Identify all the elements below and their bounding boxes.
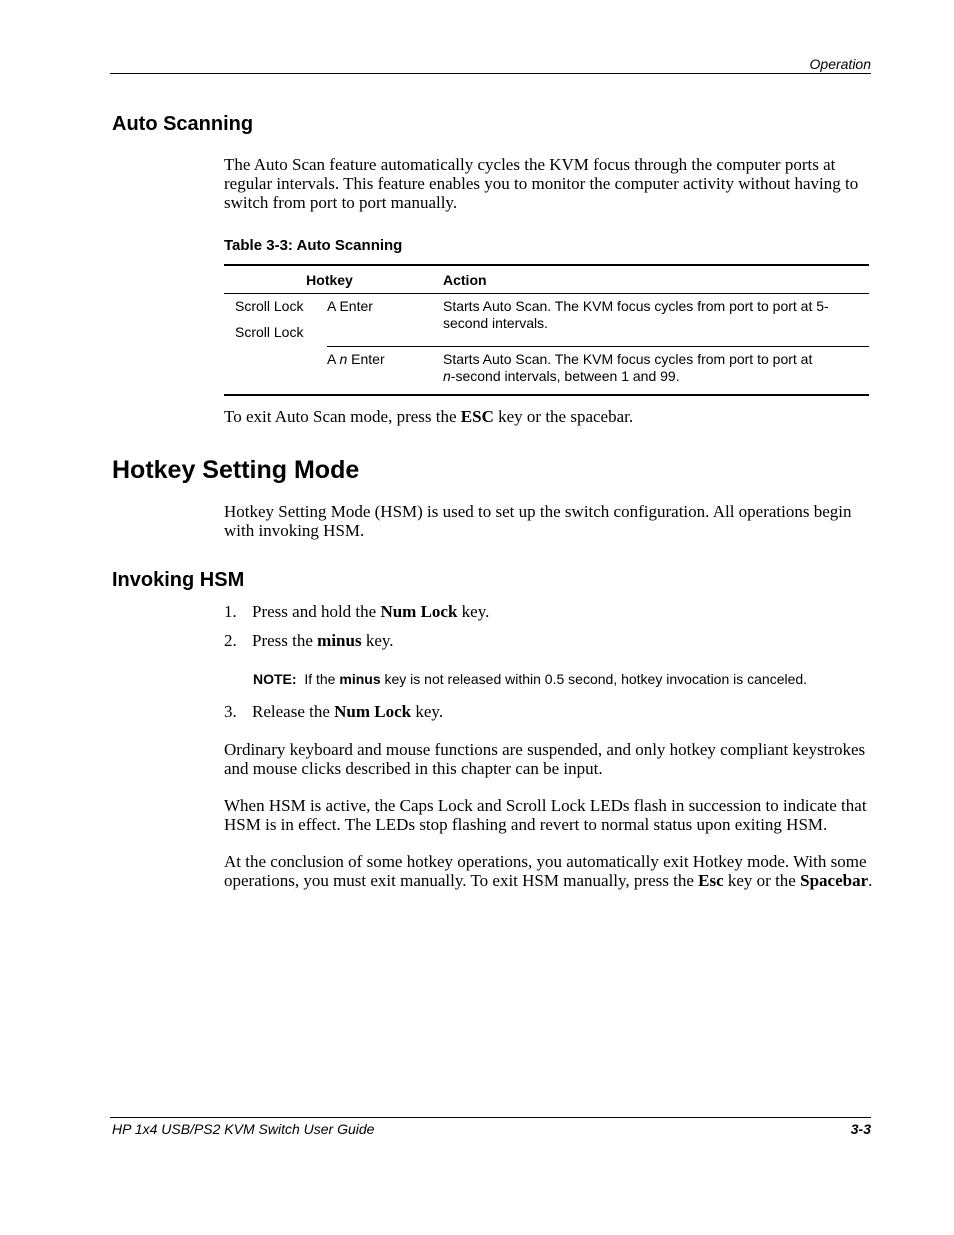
text-run: Press and hold the: [252, 602, 381, 621]
text-run: .: [868, 871, 873, 890]
paragraph-led-flash: When HSM is active, the Caps Lock and Scroll Lock LEDs flash in succession to indicate that HSM is in effect. The LEDs stop flashing and revert to normal status upon exiting HSM.: [224, 796, 867, 834]
col-header-hotkey: Hotkey: [306, 271, 353, 288]
hotkey-combo: A Enter: [327, 298, 373, 314]
text-run: key.: [411, 702, 444, 721]
key-name: Scroll Lock: [235, 298, 304, 314]
text-run: At the conclusion of some hotkey operations, you automatically exit Hotkey mode. With some operations, you must exit manually. To exit HSM manually, press the: [224, 852, 867, 890]
text-run: key.: [457, 602, 490, 621]
footer-title: HP 1x4 USB/PS2 KVM Switch User Guide: [112, 1121, 375, 1137]
heading-hotkey-setting-mode: Hotkey Setting Mode: [112, 456, 360, 484]
table-row: [224, 294, 869, 347]
text-run: key or the: [723, 871, 801, 890]
footer-rule: [110, 1117, 871, 1118]
step-number: 2.: [224, 631, 237, 650]
page-number: 3-3: [850, 1121, 871, 1137]
text-run: key or the spacebar.: [493, 407, 634, 426]
hsm-intro: Hotkey Setting Mode (HSM) is used to set up the switch configuration. All operations begin with invoking HSM.: [224, 502, 852, 540]
exit-auto-scan-text: [224, 407, 874, 426]
step-3: [224, 702, 443, 722]
action-variable: n: [443, 368, 451, 384]
running-header: Operation: [809, 56, 871, 72]
key-esc: ESC: [460, 407, 494, 426]
step-number: 3.: [224, 702, 237, 721]
col-header-action: Action: [443, 271, 487, 288]
auto-scan-intro: The Auto Scan feature automatically cycles the KVM focus through the computer ports at regular intervals. This feature enables you to monitor the computer activity without having to switch from port to port manually.: [224, 155, 859, 212]
action-description: Starts Auto Scan. The KVM focus cycles from port to port at 5-second intervals.: [443, 298, 829, 331]
combo-prefix: A: [327, 351, 340, 367]
step-number: 1.: [224, 602, 237, 621]
note: [253, 671, 807, 687]
note-label: NOTE:: [253, 671, 297, 687]
key-name: minus: [317, 631, 362, 650]
hotkey-combo: [327, 347, 443, 396]
auto-scanning-table: [224, 264, 869, 396]
key-name: Scroll Lock: [235, 324, 304, 340]
action-description: [443, 347, 869, 396]
hotkey-keys-cell: [224, 294, 327, 396]
action-text: Starts Auto Scan. The KVM focus cycles from port to port at: [443, 351, 813, 367]
action-text: -second intervals, between 1 and 99.: [450, 368, 680, 384]
key-spacebar: Spacebar: [800, 871, 869, 890]
text-run: key.: [361, 631, 394, 650]
step-1: [224, 602, 489, 622]
heading-auto-scanning: Auto Scanning: [112, 113, 254, 135]
key-name: Num Lock: [334, 702, 412, 721]
key-name: minus: [339, 671, 381, 687]
key-name: Num Lock: [380, 602, 458, 621]
combo-variable: n: [339, 351, 348, 367]
text-run: key is not released within 0.5 second, hotkey invocation is canceled.: [380, 671, 808, 687]
paragraph-suspended-functions: Ordinary keyboard and mouse functions are suspended, and only hotkey compliant keystrokes and mouse clicks described in this chapter can be input.: [224, 740, 866, 778]
text-run: If the: [296, 671, 340, 687]
table-caption: Table 3-3: Auto Scanning: [224, 237, 403, 254]
step-2: [224, 631, 394, 651]
table-header-row: [224, 265, 869, 294]
text-run: To exit Auto Scan mode, press the: [224, 407, 461, 426]
heading-invoking-hsm: Invoking HSM: [112, 569, 245, 591]
key-esc: Esc: [698, 871, 724, 890]
combo-suffix: Enter: [347, 351, 385, 367]
text-run: Release the: [252, 702, 335, 721]
paragraph-exit-hsm: [224, 852, 874, 890]
header-rule: [110, 73, 871, 74]
text-run: Press the: [252, 631, 318, 650]
